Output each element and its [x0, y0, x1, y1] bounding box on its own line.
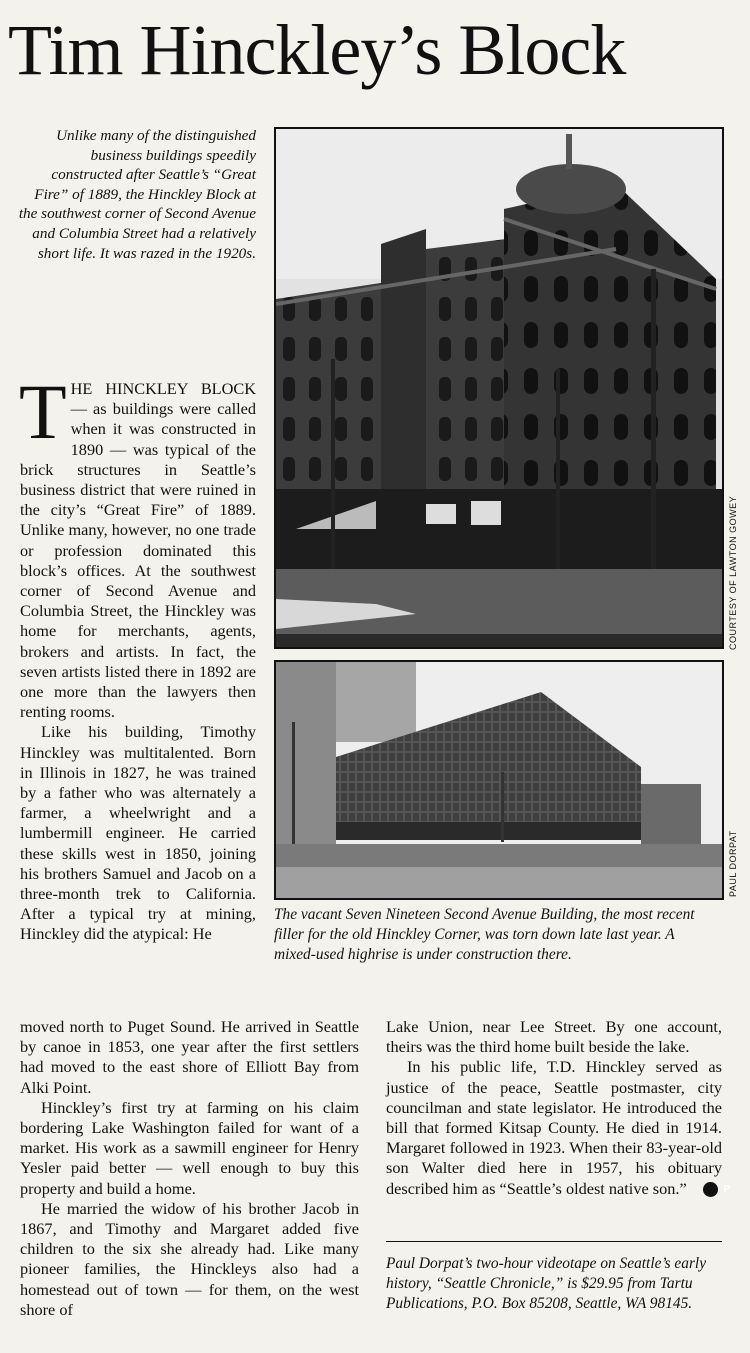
- paragraph-1-text: — as buildings were called when it was constructed in 1890 — was typical of the brick structures in Seattle’s business district that were ruined in the city’s “Great Fire” of 1889. Unlike many, however, no one trade or profession dominated this block’s offices. At the southwest corner of Second Avenue and Columbia Street, the Hinckley was home for merchants, agents, brokers and artists. In fact, the seven artists listed there in 1892 are one more than the lawyers then renting rooms.: [20, 399, 256, 722]
- paragraph-2a: Like his building, Timothy Hinckley was multitalented. Born in Illinois in 1827, he was trained by a father who was alternately a farmer, a wheelwright and a lumbermill engineer. He carried these skills west in 1850, joining his brothers Samuel and Jacob on a three-month trek to California. After a typical try at mining, Hinckley did the atypical: He: [20, 722, 256, 944]
- divider: [386, 1241, 722, 1242]
- hinckley-block-illustration: [276, 129, 722, 647]
- paragraph-2b: moved north to Puget Sound. He arrived in Seattle by canoe in 1853, one year after the first settlers had moved to the east shore of Elliott Bay from Alki Point.: [20, 1017, 359, 1097]
- body-column-left: [19, 368, 256, 945]
- intro-deck: Unlike many of the distinguished business buildings speedily constructed after Seattle’s “Great Fire” of 1889, the Hinckley Block at the southwest corner of Second Avenue and Columbia Street had a relatively short life. It was razed in the 1920s.: [18, 127, 256, 262]
- hinckley-block-photo: [274, 127, 724, 649]
- paragraph-6: [386, 1057, 731, 1198]
- drop-cap: T: [19, 368, 67, 455]
- lead-caps: HE HINCKLEY BLOCK: [70, 379, 256, 398]
- paragraph-4: He married the widow of his brother Jacob in 1867, and Timothy and Margaret added five children to the six she already had. Like many pioneer families, the Hinckleys also had a homestead out of town — for them, on the west shore of: [20, 1198, 359, 1319]
- photo-caption: The vacant Seven Nineteen Second Avenue Building, the most recent filler for the old Hinckley Corner, was torn down late last year. A mixed-used highrise is under construction there.: [274, 906, 695, 964]
- paragraph-3: Hinckley’s first try at farming on his claim bordering Lake Washington failed for want of a market. His work as a sawmill engineer for Henry Yesler paid better — well enough to buy this property and build a home.: [20, 1097, 359, 1198]
- body-column-right: [386, 1017, 731, 1199]
- photo-credit-2: PAUL DORPAT: [728, 830, 738, 897]
- body-column-middle: [20, 1017, 359, 1320]
- end-mark-icon: P: [703, 1182, 718, 1197]
- paragraph-1: [19, 368, 256, 722]
- article-title: Tim Hinckley’s Block: [8, 10, 626, 90]
- seven-nineteen-building-photo: [274, 660, 724, 900]
- paragraph-6-text: In his public life, T.D. Hinckley served as justice of the peace, Seattle postmaster, city councilman and state legislator. He introduced the bill that formed Kitsap County. He died in 1914. Margaret followed in 1923. When their 83-year-old son Walter died here in 1957, his obituary described him as “Seattle’s oldest native son.”: [386, 1057, 722, 1198]
- promo-blurb: Paul Dorpat’s two-hour videotape on Seattle’s early history, “Seattle Chronicle,” is $29.95 from Tartu Publications, P.O. Box 85208, Seattle, WA 98145.: [386, 1255, 707, 1313]
- office-building-illustration: [276, 662, 722, 898]
- photo-credit-1: COURTESY OF LAWTON GOWEY: [728, 495, 738, 650]
- paragraph-5: Lake Union, near Lee Street. By one account, theirs was the third home built beside the lake.: [386, 1017, 722, 1057]
